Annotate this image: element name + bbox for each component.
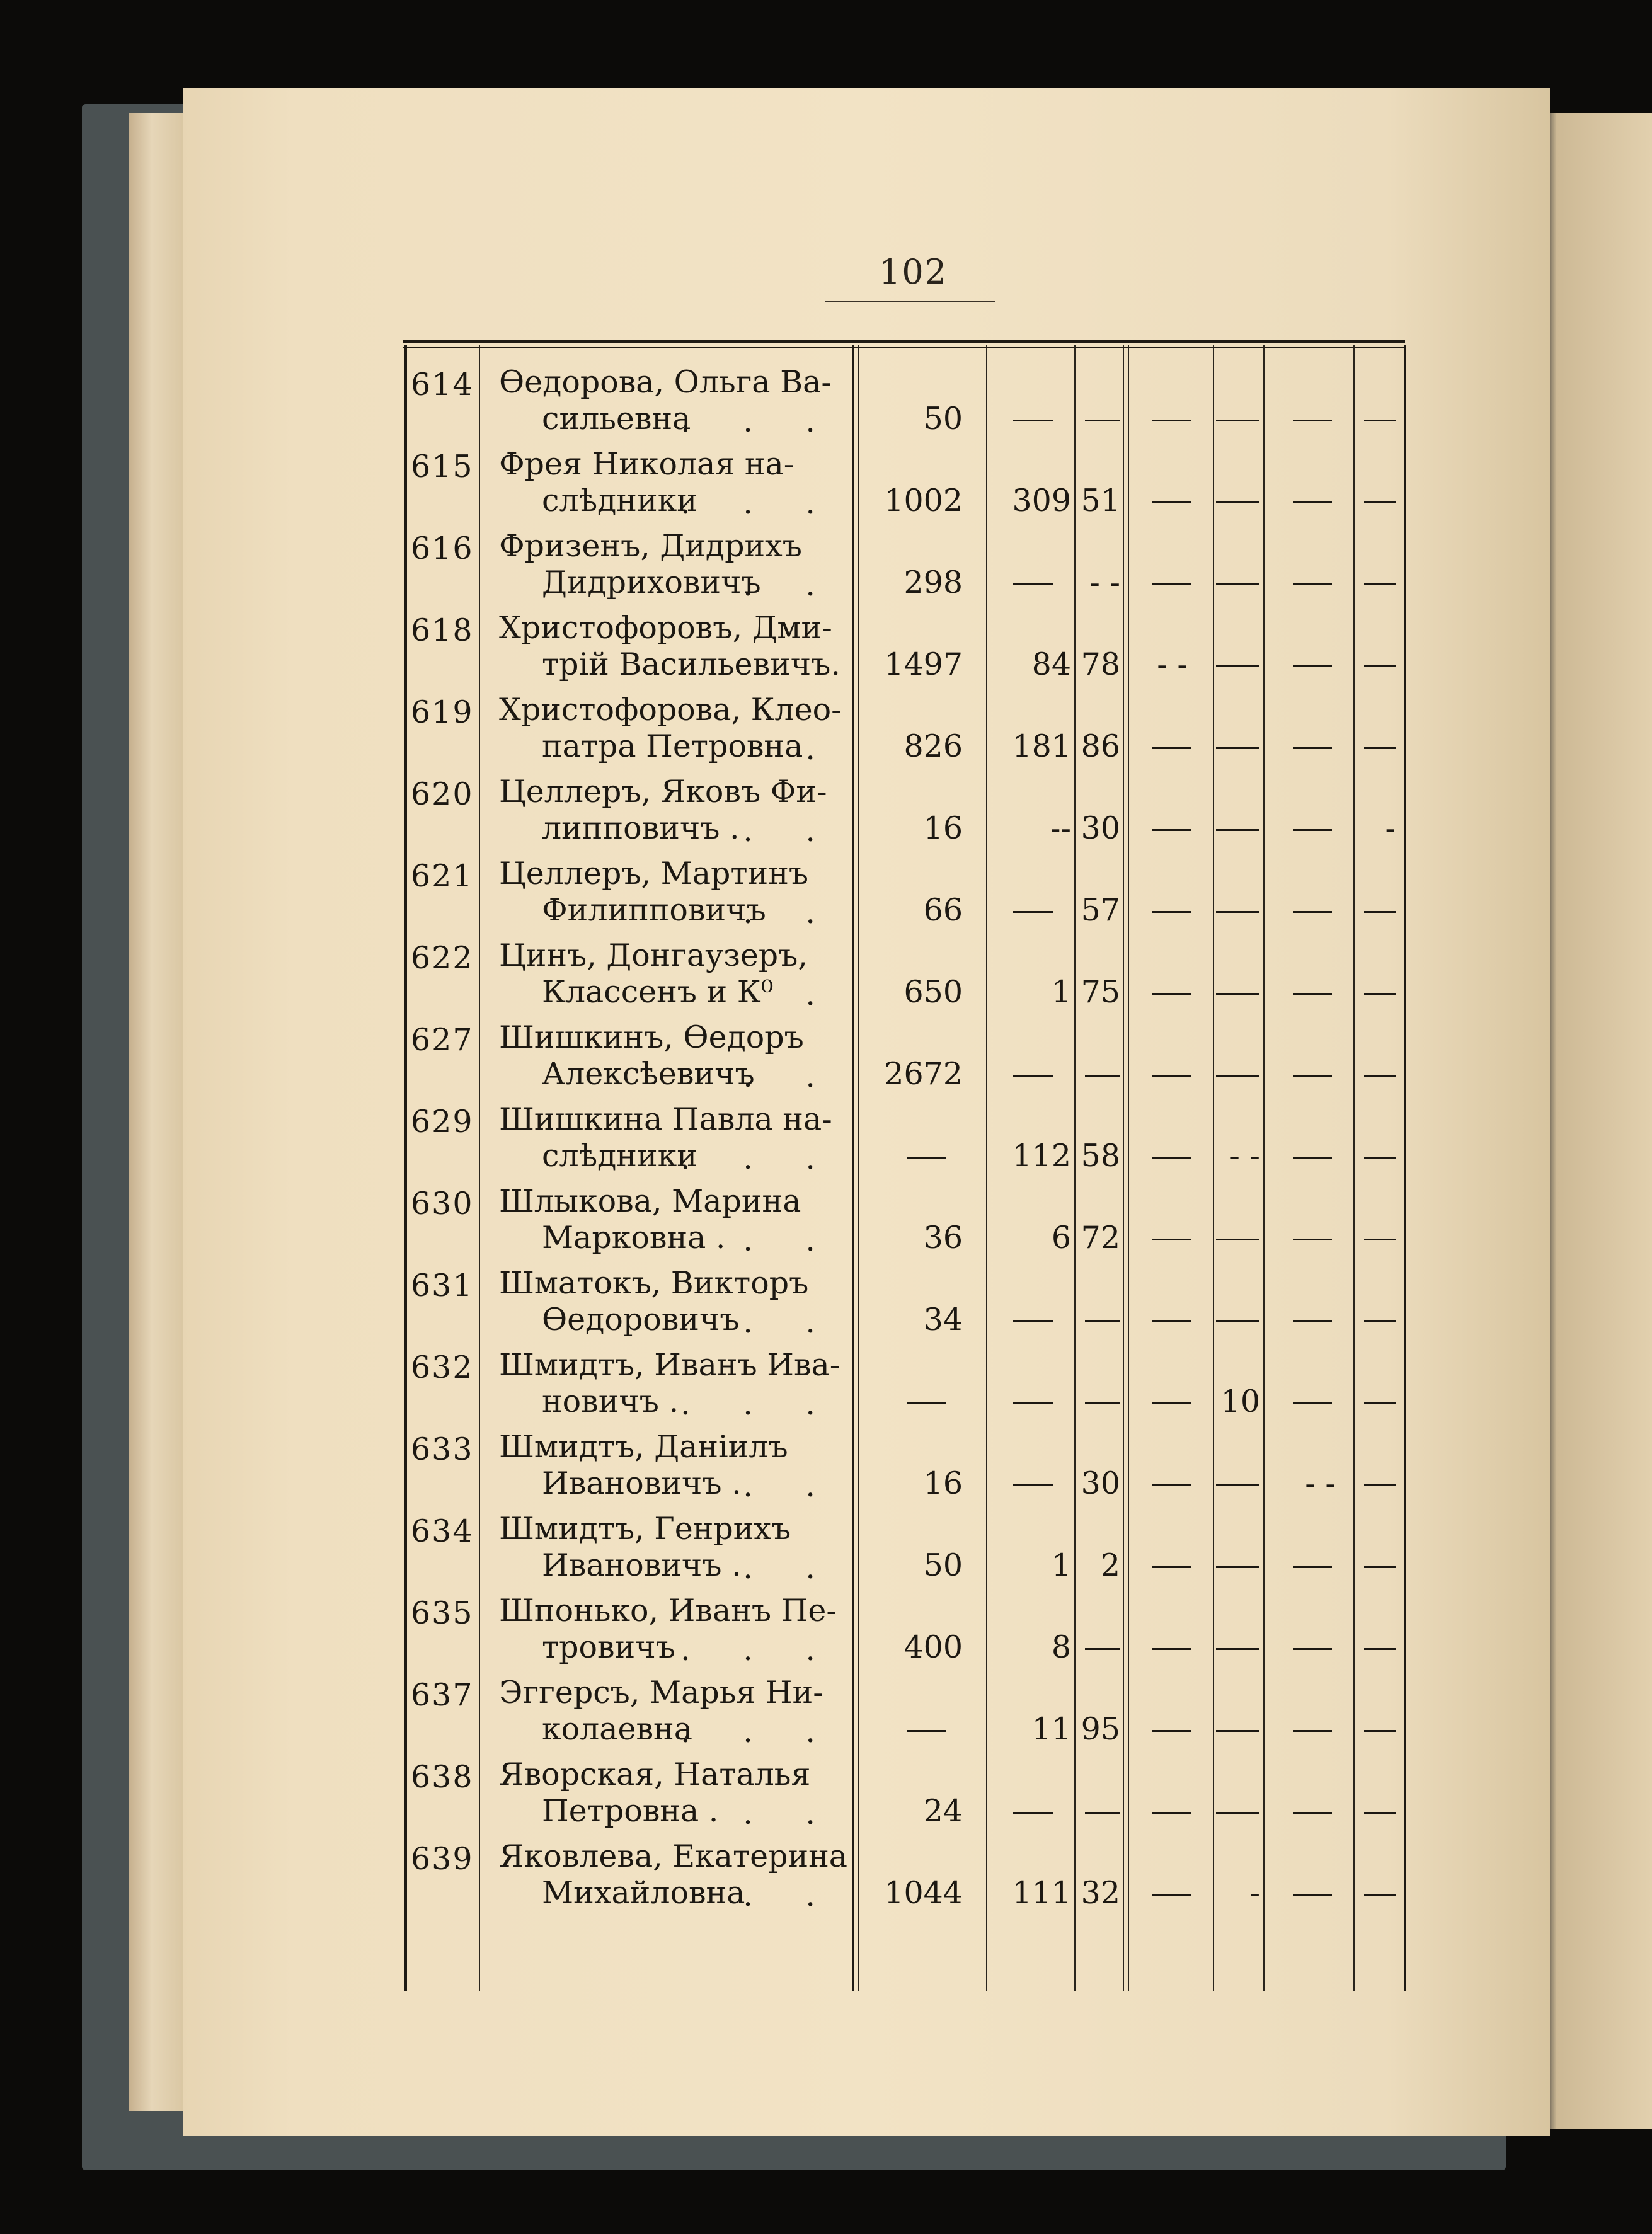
row-number: 637 [411, 1677, 474, 1713]
dash-mark [1364, 501, 1396, 503]
dash-mark [1216, 829, 1259, 831]
dot-leader: . . [743, 895, 837, 931]
dash-mark [1216, 1812, 1259, 1814]
c2-value: -- [1050, 810, 1071, 846]
row-number: 615 [411, 449, 474, 484]
dash-mark [1013, 420, 1053, 421]
c1-value: 66 [923, 892, 963, 928]
row-number: 639 [411, 1841, 474, 1877]
row-number: 633 [411, 1431, 474, 1467]
name-line-1: Шматокъ, Викторъ [499, 1265, 809, 1301]
c1-value: 1044 [884, 1875, 963, 1911]
dash-mark [1152, 583, 1191, 585]
row-number: 614 [411, 367, 474, 403]
dash-mark [1152, 1648, 1191, 1650]
dash-mark [1152, 1566, 1191, 1568]
dash-mark [1293, 583, 1332, 585]
dash-mark [1216, 501, 1259, 503]
dot-leader: . . [743, 1550, 837, 1586]
dash-mark [1152, 747, 1191, 749]
c2-value: 309 [1012, 483, 1071, 518]
row-number: 632 [411, 1349, 474, 1385]
page-number: 102 [879, 252, 948, 292]
dash-mark [1364, 1239, 1396, 1240]
name-line-1: Яворская, Наталья [499, 1756, 811, 1792]
dash-mark [1293, 829, 1332, 831]
c2-value: 181 [1012, 728, 1071, 764]
c1-value: 16 [923, 810, 963, 846]
c1-value: 650 [903, 974, 963, 1010]
dash-mark [1364, 583, 1396, 585]
dash-mark [1293, 1812, 1332, 1814]
dash-mark [1364, 747, 1396, 749]
name-line-2: трій Васильевичъ. [542, 646, 840, 682]
dash-mark [1152, 1402, 1191, 1404]
c2-value: 112 [1012, 1138, 1071, 1174]
row-number: 631 [411, 1268, 474, 1303]
dash-mark [1216, 1320, 1259, 1322]
name-line-1: Өедорова, Ольга Ва- [499, 364, 832, 400]
dash-mark [1152, 1730, 1191, 1732]
name-line-2: Марковна . [542, 1220, 726, 1256]
dash-mark [1293, 1566, 1332, 1568]
name-line-1: Христофорова, Клео- [499, 692, 842, 728]
c2-value: 6 [1051, 1220, 1071, 1256]
c1-value: 50 [923, 1547, 963, 1583]
dash-mark [1013, 1320, 1053, 1322]
c3-value: 30 [1081, 1465, 1120, 1501]
dot-leader: . . [743, 1058, 837, 1094]
c1-value: 36 [923, 1220, 963, 1256]
dot-leader: . . [743, 1222, 837, 1258]
dash-mark [1152, 1075, 1191, 1077]
dash-mark [1216, 1566, 1259, 1568]
dash-mark [1085, 420, 1120, 421]
dash-mark [1293, 1730, 1332, 1732]
name-line-2: слѣдники [542, 483, 697, 518]
name-line-2: слѣдники [542, 1138, 697, 1174]
name-line-1: Фрея Николая на- [499, 446, 794, 482]
dash-mark [1152, 911, 1191, 913]
dash-mark [1013, 1484, 1053, 1486]
name-line-2: колаевна [542, 1711, 692, 1747]
c1-value: 826 [903, 728, 963, 764]
dash-mark [1364, 1730, 1396, 1732]
row-number: 629 [411, 1104, 474, 1140]
row-number: 622 [411, 940, 474, 976]
dash-mark [907, 1402, 946, 1404]
dash-mark [1293, 1894, 1332, 1896]
name-line-1: Цинъ, Донгаузеръ, [499, 937, 808, 973]
dash-mark [1085, 1812, 1120, 1814]
c4-value: - - [1157, 646, 1188, 682]
dot-leader: . . . [680, 403, 837, 439]
name-line-1: Эггерсъ, Марья Ни- [499, 1675, 823, 1710]
dash-mark [1293, 1239, 1332, 1240]
dot-leader: . [805, 977, 837, 1012]
name-line-2: сильевна [542, 401, 691, 437]
table-top-rule [403, 340, 1405, 343]
c3-value: 75 [1081, 974, 1120, 1010]
dash-mark [1085, 1402, 1120, 1404]
c3-value: 2 [1100, 1547, 1120, 1583]
dash-mark [1364, 1157, 1396, 1159]
dash-mark [1152, 420, 1191, 421]
dash-mark [1364, 911, 1396, 913]
dash-mark [1293, 501, 1332, 503]
name-line-2: Петровна . [542, 1793, 719, 1829]
name-line-2: липповичъ . [542, 810, 740, 846]
c5-value: - - [1229, 1138, 1260, 1174]
c1-value: 50 [923, 401, 963, 437]
dot-leader: . . [743, 813, 837, 849]
book-page [183, 88, 1550, 2136]
col3-divider-2 [1128, 345, 1129, 1991]
dash-mark [1152, 1320, 1191, 1322]
dash-mark [1364, 1075, 1396, 1077]
name-line-2: тровичъ [542, 1629, 675, 1665]
dash-mark [1293, 1075, 1332, 1077]
dash-mark [1216, 1648, 1259, 1650]
dash-mark [1216, 1484, 1259, 1486]
name-line-2: патра Петровна [542, 728, 803, 764]
col-name-divider [852, 345, 854, 1991]
dash-mark [1293, 1157, 1332, 1159]
c1-value: 16 [923, 1465, 963, 1501]
c2-value: 8 [1051, 1629, 1071, 1665]
dash-mark [1293, 747, 1332, 749]
dot-leader: . . [743, 1796, 837, 1831]
name-line-2: Алексѣевичъ [542, 1056, 755, 1092]
col4-divider [1213, 345, 1214, 1991]
name-line-2: новичъ . [542, 1383, 679, 1419]
name-line-2: Михайловна [542, 1875, 745, 1911]
dash-mark [1013, 1812, 1053, 1814]
c3-value: 30 [1081, 810, 1120, 846]
dash-mark [1216, 1730, 1259, 1732]
dash-mark [1013, 583, 1053, 585]
dash-mark [1364, 1402, 1396, 1404]
col-no-divider [479, 345, 480, 1991]
adjacent-page [1544, 113, 1652, 2129]
c6-value: - - [1305, 1465, 1336, 1501]
table-top-rule-thin [403, 347, 1405, 348]
dot-leader: . . . [680, 1714, 837, 1750]
row-number: 627 [411, 1022, 474, 1058]
table-right-border [1404, 345, 1406, 1991]
c3-value: 58 [1081, 1138, 1120, 1174]
dash-mark [1293, 420, 1332, 421]
row-number: 620 [411, 776, 474, 812]
c5-value: 10 [1220, 1383, 1260, 1419]
page-number-rule [825, 301, 995, 302]
name-line-1: Шмидтъ, Иванъ Ива- [499, 1347, 840, 1383]
dash-mark [1216, 420, 1259, 421]
dash-mark [1216, 1239, 1259, 1240]
dash-mark [1152, 1484, 1191, 1486]
dash-mark [1216, 1075, 1259, 1077]
dash-mark [1364, 1894, 1396, 1896]
dash-mark [907, 1157, 946, 1159]
c3-value: 32 [1081, 1875, 1120, 1911]
dot-leader: . . [743, 1468, 837, 1504]
table-left-border [404, 345, 407, 1991]
dash-mark [1293, 993, 1332, 995]
name-line-1: Шишкинъ, Өедоръ [499, 1019, 804, 1055]
c2-value: 1 [1051, 1547, 1071, 1583]
dash-mark [1152, 1812, 1191, 1814]
dash-mark [1013, 1075, 1053, 1077]
dash-mark [1293, 911, 1332, 913]
dash-mark [1364, 665, 1396, 667]
dash-mark [1152, 829, 1191, 831]
c3-value: - - [1089, 564, 1120, 600]
dot-leader: . . . [680, 1386, 837, 1422]
dash-mark [1364, 1566, 1396, 1568]
row-number: 638 [411, 1759, 474, 1795]
name-line-1: Яковлева, Екатерина [499, 1838, 847, 1874]
c1-value: 2672 [884, 1056, 963, 1092]
dash-mark [1216, 583, 1259, 585]
row-number: 618 [411, 612, 474, 648]
dash-mark [1085, 1320, 1120, 1322]
name-line-1: Христофоровъ, Дми- [499, 610, 832, 646]
col2-divider [1074, 345, 1076, 1991]
c1-value: 34 [923, 1302, 963, 1338]
col5-divider [1263, 345, 1265, 1991]
dot-leader: . . . [680, 485, 837, 521]
name-line-2: Ивановичъ . [542, 1547, 742, 1583]
dash-mark [907, 1730, 946, 1732]
dot-leader: . . [743, 567, 837, 603]
name-line-2: Дидриховичъ [542, 564, 761, 600]
dash-mark [1293, 665, 1332, 667]
col1-divider [986, 345, 987, 1991]
dash-mark [1085, 1075, 1120, 1077]
name-line-1: Целлеръ, Мартинъ [499, 856, 809, 891]
c2-value: 84 [1031, 646, 1071, 682]
c3-value: 57 [1081, 892, 1120, 928]
name-line-1: Шмидтъ, Даніилъ [499, 1429, 788, 1465]
dot-leader: . [805, 731, 837, 767]
dash-mark [1216, 911, 1259, 913]
dash-mark [1293, 1648, 1332, 1650]
c1-value: 298 [903, 564, 963, 600]
dot-leader: . . [743, 1304, 837, 1340]
c3-value: 51 [1081, 483, 1120, 518]
col-name-divider-2 [858, 345, 859, 1991]
dash-mark [1364, 1484, 1396, 1486]
c1-value: 1497 [884, 646, 963, 682]
dash-mark [1152, 1157, 1191, 1159]
dash-mark [1364, 1320, 1396, 1322]
dash-mark [1364, 993, 1396, 995]
row-number: 619 [411, 694, 474, 730]
row-number: 630 [411, 1186, 474, 1222]
name-line-1: Шмидтъ, Генрихъ [499, 1511, 791, 1547]
name-line-1: Шпонько, Иванъ Пе- [499, 1593, 837, 1629]
name-line-2: Өедоровичъ [542, 1302, 740, 1338]
name-line-1: Шишкина Павла на- [499, 1101, 832, 1137]
dash-mark [1364, 1812, 1396, 1814]
c1-value: 400 [903, 1629, 963, 1665]
row-number: 634 [411, 1513, 474, 1549]
c3-value: 95 [1081, 1711, 1120, 1747]
dash-mark [1293, 1402, 1332, 1404]
c3-value: 78 [1081, 646, 1120, 682]
col6-divider [1353, 345, 1355, 1991]
dot-leader: . . . [680, 1140, 837, 1176]
row-number: 621 [411, 858, 474, 894]
row-number: 616 [411, 530, 474, 566]
name-line-2: Ивановичъ . [542, 1465, 742, 1501]
dash-mark [1152, 1894, 1191, 1896]
dash-mark [1152, 993, 1191, 995]
dash-mark [1013, 1402, 1053, 1404]
c1-value: 24 [923, 1793, 963, 1829]
name-line-1: Шлыкова, Марина [499, 1183, 801, 1219]
name-line-1: Целлеръ, Яковъ Фи- [499, 774, 827, 810]
c3-value: 86 [1081, 728, 1120, 764]
dash-mark [1152, 1239, 1191, 1240]
dot-leader: . . [743, 1877, 837, 1913]
page-edges [129, 113, 186, 2111]
c3-value: 72 [1081, 1220, 1120, 1256]
c2-value: 11 [1031, 1711, 1071, 1747]
c2-value: 1 [1051, 974, 1071, 1010]
dash-mark [1085, 1648, 1120, 1650]
c2-value: 111 [1012, 1875, 1071, 1911]
name-line-2: Филипповичъ [542, 892, 766, 928]
dash-mark [1216, 747, 1259, 749]
c5-value: - [1249, 1875, 1260, 1911]
c1-value: 1002 [884, 483, 963, 518]
dash-mark [1216, 665, 1259, 667]
row-number: 635 [411, 1595, 474, 1631]
col3-divider [1123, 345, 1124, 1991]
name-line-2: Классенъ и К⁰ [542, 974, 774, 1010]
dash-mark [1013, 911, 1053, 913]
dash-mark [1364, 1648, 1396, 1650]
c7-value: - [1385, 810, 1396, 846]
dash-mark [1293, 1320, 1332, 1322]
dash-mark [1364, 420, 1396, 421]
dash-mark [1152, 501, 1191, 503]
dash-mark [1216, 993, 1259, 995]
name-line-1: Фризенъ, Дидрихъ [499, 528, 802, 564]
dot-leader: . . . [680, 1632, 837, 1668]
